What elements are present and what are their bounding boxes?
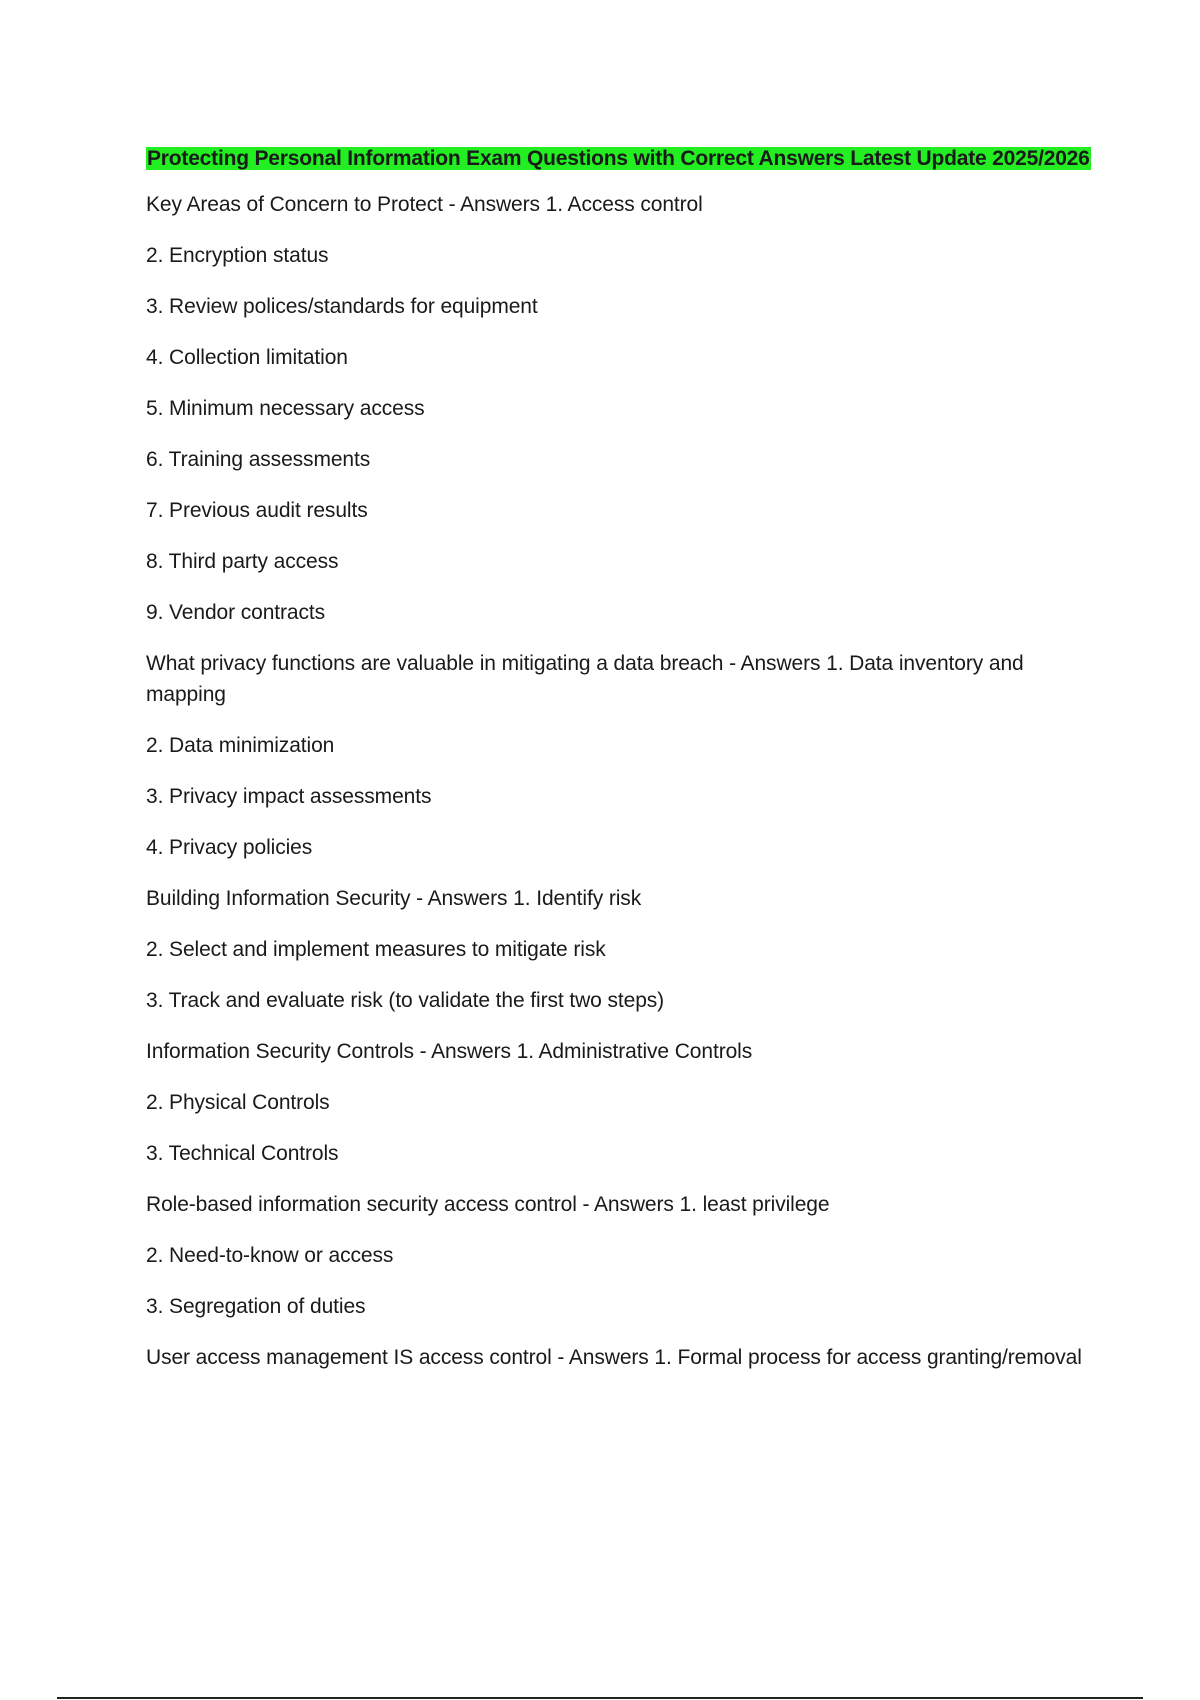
paragraph-21: 2. Need-to-know or access: [146, 1244, 394, 1267]
paragraph-23: User access management IS access control - Answers 1. Formal process for access granting/removal: [146, 1346, 1082, 1369]
paragraph-5: 5. Minimum necessary access: [146, 397, 425, 420]
paragraph-13: 4. Privacy policies: [146, 836, 313, 859]
paragraph-19: 3. Technical Controls: [146, 1142, 339, 1165]
paragraph-10: What privacy functions are valuable in mitigating a data breach - Answers 1. Data inventory and mapping: [146, 652, 1024, 706]
title-highlight: Protecting Personal Information Exam Questions with Correct Answers Latest Update 2025/2026: [147, 147, 1090, 170]
document-title: [146, 143, 1106, 175]
paragraph-17: Information Security Controls - Answers 1. Administrative Controls: [146, 1040, 753, 1063]
paragraph-20: Role-based information security access control - Answers 1. least privilege: [146, 1193, 830, 1216]
paragraph-3: 3. Review polices/standards for equipment: [146, 295, 538, 318]
footer-divider: [57, 1697, 1143, 1699]
paragraph-15: 2. Select and implement measures to mitigate risk: [146, 938, 606, 961]
paragraph-12: 3. Privacy impact assessments: [146, 785, 432, 808]
paragraph-1: Key Areas of Concern to Protect - Answers 1. Access control: [146, 193, 703, 216]
paragraph-9: 9. Vendor contracts: [146, 601, 326, 624]
paragraph-22: 3. Segregation of duties: [146, 1295, 366, 1318]
paragraph-16: 3. Track and evaluate risk (to validate the first two steps): [146, 989, 665, 1012]
paragraph-6: 6. Training assessments: [146, 448, 371, 471]
paragraph-2: 2. Encryption status: [146, 244, 329, 267]
paragraph-11: 2. Data minimization: [146, 734, 335, 757]
paragraph-7: 7. Previous audit results: [146, 499, 368, 522]
document-page: [146, 143, 1106, 1393]
paragraph-8: 8. Third party access: [146, 550, 339, 573]
paragraph-18: 2. Physical Controls: [146, 1091, 330, 1114]
paragraph-4: 4. Collection limitation: [146, 346, 348, 369]
paragraph-14: Building Information Security - Answers 1. Identify risk: [146, 887, 642, 910]
